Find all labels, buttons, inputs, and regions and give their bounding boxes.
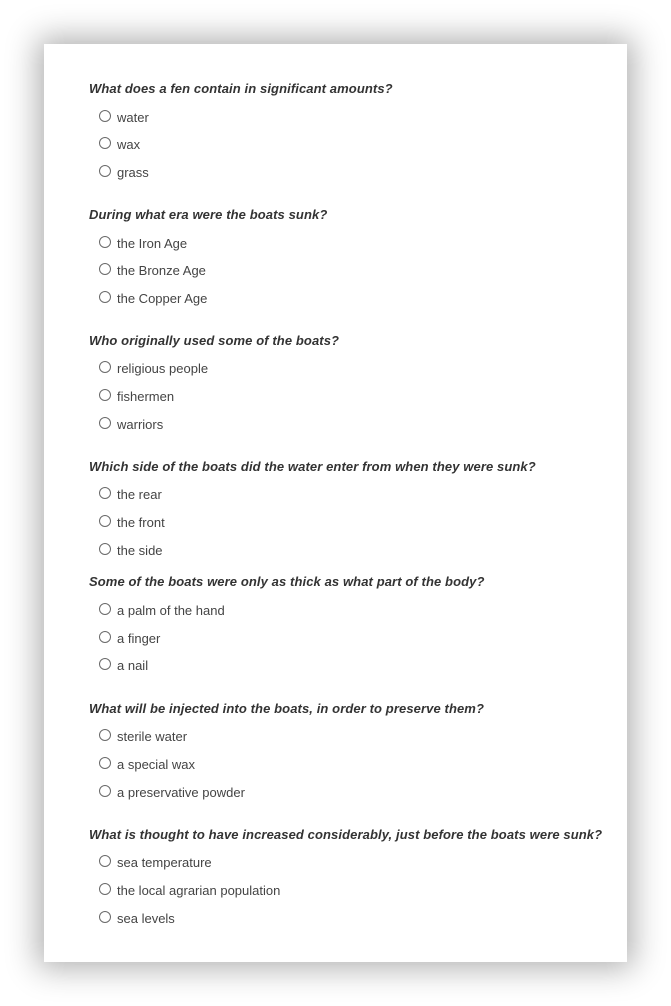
radio-button[interactable] bbox=[99, 515, 111, 527]
option-label: the Bronze Age bbox=[117, 263, 206, 278]
option-label: warriors bbox=[117, 417, 164, 432]
question-7 bbox=[89, 827, 629, 926]
option-bronze-age[interactable] bbox=[99, 262, 206, 280]
option-nail[interactable] bbox=[99, 657, 148, 675]
question-text: Which side of the boats did the water enter from when they were sunk? bbox=[89, 459, 536, 474]
option-label: a palm of the hand bbox=[117, 603, 225, 618]
question-1 bbox=[89, 81, 629, 180]
option-rear[interactable] bbox=[99, 486, 162, 504]
radio-button[interactable] bbox=[99, 389, 111, 401]
option-finger[interactable] bbox=[99, 630, 160, 648]
question-text: Some of the boats were only as thick as what part of the body? bbox=[89, 574, 485, 589]
radio-button[interactable] bbox=[99, 543, 111, 555]
option-grass[interactable] bbox=[99, 164, 149, 182]
question-4 bbox=[89, 459, 629, 558]
option-label: the front bbox=[117, 515, 165, 530]
question-3 bbox=[89, 333, 629, 432]
option-warriors[interactable] bbox=[99, 416, 163, 434]
radio-button[interactable] bbox=[99, 785, 111, 797]
option-side[interactable] bbox=[99, 542, 163, 560]
option-sea-levels[interactable] bbox=[99, 910, 175, 928]
radio-button[interactable] bbox=[99, 137, 111, 149]
option-palm[interactable] bbox=[99, 602, 225, 620]
option-label: grass bbox=[117, 165, 149, 180]
option-label: a special wax bbox=[117, 757, 196, 772]
option-label: the Iron Age bbox=[117, 236, 188, 251]
question-6 bbox=[89, 701, 629, 800]
radio-button[interactable] bbox=[99, 236, 111, 248]
radio-button[interactable] bbox=[99, 855, 111, 867]
question-text: What will be injected into the boats, in order to preserve them? bbox=[89, 701, 485, 716]
option-label: sea levels bbox=[117, 911, 175, 926]
option-special-wax[interactable] bbox=[99, 756, 195, 774]
option-label: fishermen bbox=[117, 389, 175, 404]
option-wax[interactable] bbox=[99, 136, 140, 154]
question-5 bbox=[89, 574, 629, 673]
option-sterile-water[interactable] bbox=[99, 728, 187, 746]
radio-button[interactable] bbox=[99, 757, 111, 769]
option-label: water bbox=[117, 110, 149, 125]
question-text: What is thought to have increased considerably, just before the boats were sunk? bbox=[89, 827, 603, 842]
option-label: sea temperature bbox=[117, 855, 212, 870]
option-sea-temperature[interactable] bbox=[99, 854, 212, 872]
radio-button[interactable] bbox=[99, 110, 111, 122]
option-copper-age[interactable] bbox=[99, 290, 207, 308]
option-fishermen[interactable] bbox=[99, 388, 174, 406]
option-label: a nail bbox=[117, 658, 149, 673]
option-label: wax bbox=[117, 137, 141, 152]
radio-button[interactable] bbox=[99, 291, 111, 303]
radio-button[interactable] bbox=[99, 263, 111, 275]
radio-button[interactable] bbox=[99, 361, 111, 373]
question-text: What does a fen contain in significant amounts? bbox=[89, 81, 393, 96]
radio-button[interactable] bbox=[99, 729, 111, 741]
option-label: the side bbox=[117, 543, 163, 558]
option-iron-age[interactable] bbox=[99, 235, 187, 253]
option-label: the Copper Age bbox=[117, 291, 208, 306]
option-label: sterile water bbox=[117, 729, 188, 744]
option-label: the rear bbox=[117, 487, 162, 502]
radio-button[interactable] bbox=[99, 658, 111, 670]
option-label: a preservative powder bbox=[117, 785, 245, 800]
question-2 bbox=[89, 207, 629, 306]
option-label: religious people bbox=[117, 361, 209, 376]
radio-button[interactable] bbox=[99, 487, 111, 499]
radio-button[interactable] bbox=[99, 883, 111, 895]
option-preservative-powder[interactable] bbox=[99, 784, 245, 802]
radio-button[interactable] bbox=[99, 417, 111, 429]
option-front[interactable] bbox=[99, 514, 165, 532]
option-water[interactable] bbox=[99, 109, 149, 127]
radio-button[interactable] bbox=[99, 603, 111, 615]
question-text: During what era were the boats sunk? bbox=[89, 207, 328, 222]
radio-button[interactable] bbox=[99, 165, 111, 177]
option-religious-people[interactable] bbox=[99, 360, 208, 378]
option-label: the local agrarian population bbox=[117, 883, 281, 898]
question-text: Who originally used some of the boats? bbox=[89, 333, 340, 348]
option-agrarian-population[interactable] bbox=[99, 882, 280, 900]
option-label: a finger bbox=[117, 631, 161, 646]
radio-button[interactable] bbox=[99, 631, 111, 643]
radio-button[interactable] bbox=[99, 911, 111, 923]
